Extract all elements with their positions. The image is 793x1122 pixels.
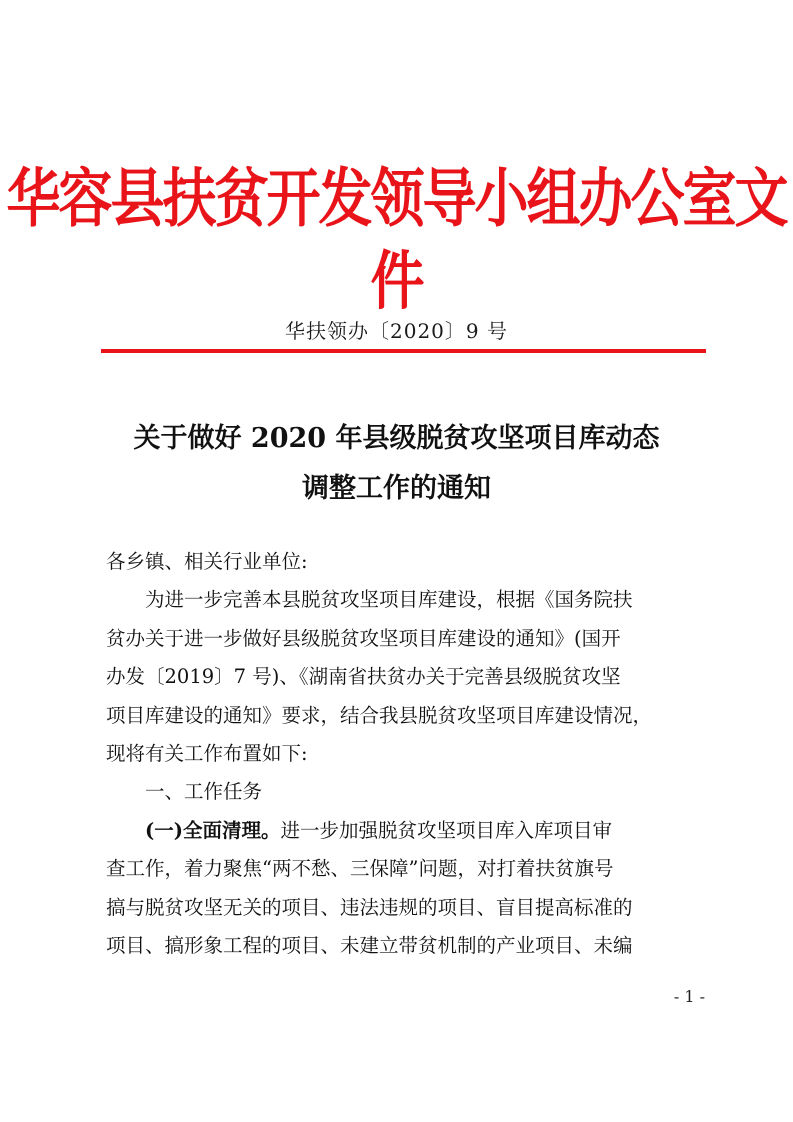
paragraph-line: 办发〔2019〕7 号)、《湖南省扶贫办关于完善县级脱贫攻坚 (106, 665, 621, 689)
document-body (106, 543, 690, 965)
title-line-2: 调整工作的通知 (302, 473, 491, 504)
title-line-1: 关于做好 2020 年县级脱贫攻坚项目库动态 (133, 423, 660, 454)
paragraph-line: 项目、搞形象工程的项目、未建立带贫机制的产业项目、未编 (106, 934, 633, 958)
red-divider-line (101, 349, 706, 353)
paragraph-line: 查工作，着力聚焦“两不愁、三保障”问题，对打着扶贫旗号 (106, 857, 614, 881)
section-heading: 一、工作任务 (145, 780, 263, 804)
paragraph-line: 项目库建设的通知》要求，结合我县脱贫攻坚项目库建设情况， (106, 703, 653, 727)
document-number: 华扶领办〔2020〕9 号 (285, 319, 508, 343)
salutation: 各乡镇、相关行业单位: (106, 550, 308, 573)
document-title (0, 414, 793, 514)
subsection-text: 进一步加强脱贫攻坚项目库入库项目审 (280, 818, 612, 842)
page-number: - 1 - (673, 987, 705, 1006)
subsection-first-line (106, 812, 690, 850)
paragraph-line: 搞与脱贫攻坚无关的项目、违法违规的项目、盲目提高标准的 (106, 895, 633, 919)
paragraph-line: 现将有关工作布置如下: (106, 742, 308, 766)
issuer-header: 华容县扶贫开发领导小组办公室文件 (6, 161, 787, 319)
paragraph-line: 为进一步完善本县脱贫攻坚项目库建设，根据《国务院扶 (145, 588, 633, 612)
subsection-lead: (一)全面清理。 (145, 818, 281, 842)
paragraph-line: 贫办关于进一步做好县级脱贫攻坚项目库建设的通知》(国开 (106, 626, 621, 650)
